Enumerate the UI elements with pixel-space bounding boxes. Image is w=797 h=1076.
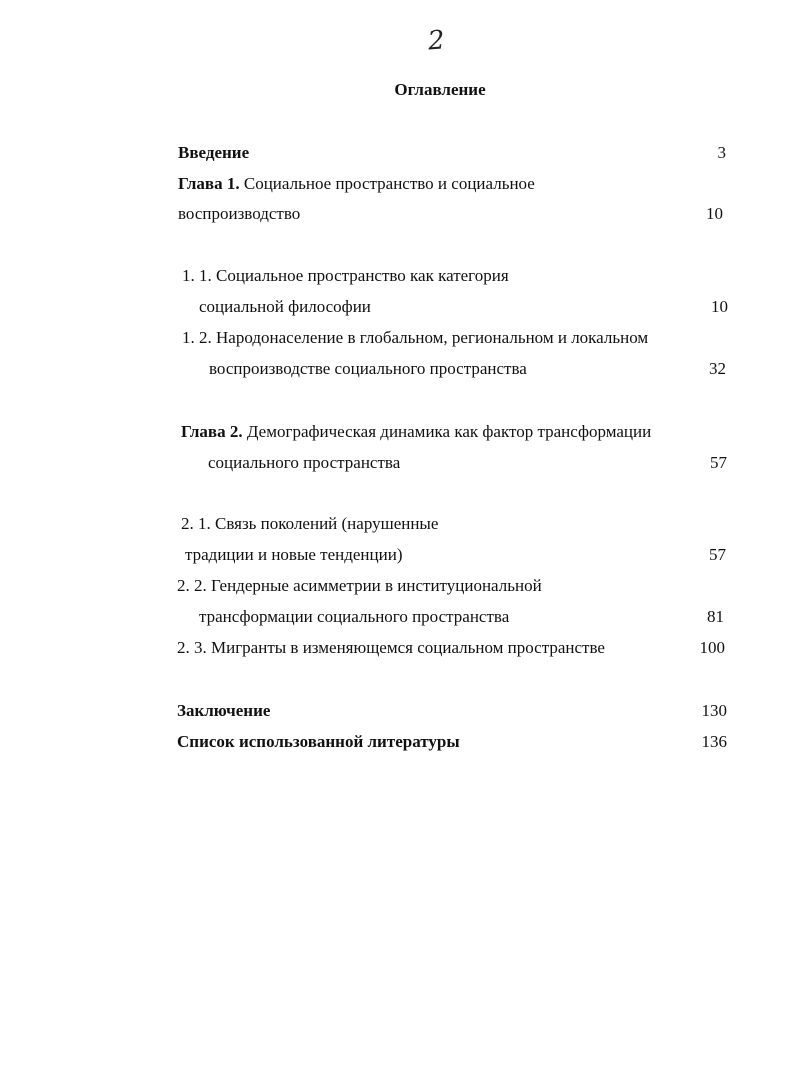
toc-entry-chapter-1 [178, 174, 535, 194]
chapter-1-prefix: Глава 1. [178, 174, 240, 193]
toc-page-section-1-2: 32 [709, 359, 726, 378]
chapter-1-title: Социальное пространство и социальное [239, 174, 535, 193]
toc-page-chapter-2: 57 [710, 453, 727, 472]
toc-entry-section-1-1-cont: социальной философии [199, 297, 371, 316]
toc-entry-section-2-1-cont: традиции и новые тенденции) [185, 545, 403, 564]
toc-entry-chapter-2 [181, 422, 651, 442]
toc-page-intro: 3 [717, 143, 726, 162]
toc-page-section-1-1: 10 [711, 297, 728, 316]
toc-page-chapter-1: 10 [706, 204, 723, 223]
toc-title: Оглавление [394, 80, 486, 99]
handwritten-page-number: 2 [426, 25, 446, 57]
toc-entry-section-2-2-cont: трансформации социального пространства [199, 607, 510, 626]
toc-page-conclusion: 130 [701, 701, 727, 720]
toc-entry-section-2-1: 2. 1. Связь поколений (нарушенные [181, 514, 439, 533]
toc-entry-section-1-2: 1. 2. Народонаселение в глобальном, региональном и локальном [182, 328, 649, 347]
toc-page-section-2-3: 100 [699, 638, 725, 657]
toc-page-section-2-1: 57 [709, 545, 726, 564]
toc-entry-chapter-1-cont: воспроизводство [178, 204, 301, 223]
toc-entry-conclusion: Заключение [177, 701, 271, 720]
toc-entry-references: Список использованной литературы [177, 732, 460, 751]
toc-entry-section-2-3: 2. 3. Мигранты в изменяющемся социальном пространстве [177, 638, 605, 657]
toc-entry-intro: Введение [178, 143, 250, 162]
toc-entry-chapter-2-cont: социального пространства [208, 453, 401, 472]
toc-page-section-2-2: 81 [707, 607, 724, 626]
toc-page-references: 136 [701, 732, 727, 751]
toc-entry-section-2-2: 2. 2. Гендерные асимметрии в институциональной [177, 576, 542, 595]
toc-entry-section-1-1: 1. 1. Социальное пространство как категория [182, 266, 509, 285]
chapter-2-title: Демографическая динамика как фактор трансформации [242, 422, 652, 441]
chapter-2-prefix: Глава 2. [181, 422, 243, 441]
toc-entry-section-1-2-cont: воспроизводстве социального пространства [209, 359, 527, 378]
